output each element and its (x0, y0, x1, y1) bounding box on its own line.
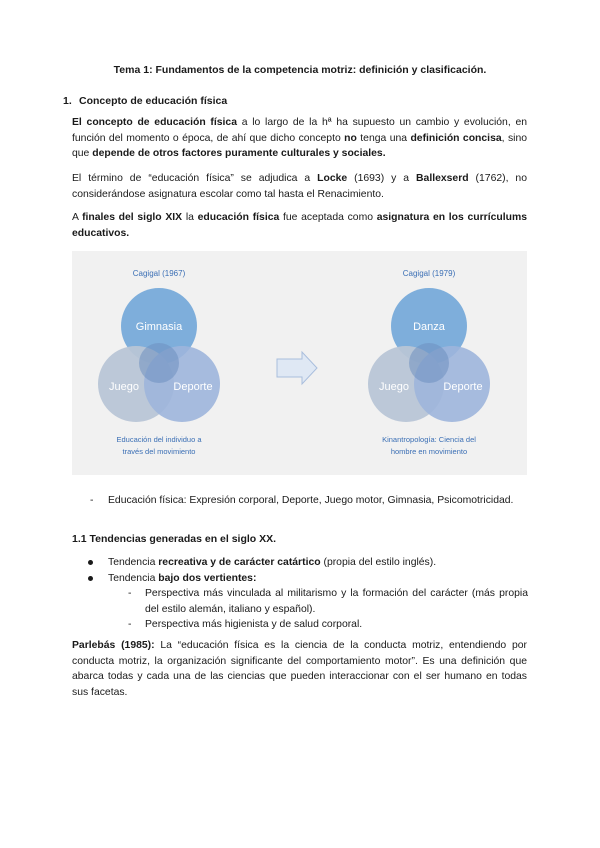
bold-text: definición concisa (410, 132, 502, 144)
bullet-dot-icon (88, 576, 93, 581)
text: El término de “educación física” se adjudica a (72, 173, 318, 184)
text: (1693) y a (347, 173, 417, 184)
text: La “educación física es la ciencia de la conducta motriz, entendiendo por conducta motriz, la organización significante del comportamiento motor”. Es una definición que abarca todas y cada una de las ciencias que pueden interaccionar con el ser humano en todas sus facetas. (72, 640, 527, 698)
left-center-overlap (139, 343, 179, 383)
left-right-label: Deporte (173, 381, 213, 393)
dash-list-item (92, 493, 527, 509)
bold-text: asignatura en los currículums educativos. (72, 212, 527, 239)
bullet-dot-icon (88, 560, 93, 565)
bold-text: El concepto de educación física (72, 117, 237, 128)
left-caption-top: Cagigal (1967) (132, 269, 186, 278)
text: tenga una (356, 132, 411, 144)
dash-marker: - (128, 588, 132, 599)
section-title: Concepto de educación física (79, 95, 228, 107)
section-number: 1. (63, 95, 72, 107)
right-caption-line1: Kinantropología: Ciencia del (382, 435, 476, 444)
text: (propia del estilo inglés). (320, 557, 437, 568)
left-caption-line1: Educación del individuo a (116, 435, 202, 444)
text: a lo largo de la hª ha supuesto un cambio y evolución, en función del momento o época, de ahí que dicho concepto (72, 117, 528, 144)
right-top-label: Danza (413, 321, 445, 333)
right-caption-line2: hombre en movimiento (390, 447, 468, 456)
right-center-overlap (409, 343, 449, 383)
venn-left (98, 269, 220, 456)
left-caption-line2: través del movimiento (122, 447, 196, 456)
text: Tendencia (108, 573, 159, 584)
paragraph-xix (72, 210, 527, 241)
sub-text: Perspectiva más vinculada al militarismo y la formación del carácter (más propia del estilo alemán, italiano y español). (145, 588, 528, 615)
venn-svg (72, 251, 527, 475)
bold-text: educación física (197, 212, 280, 223)
bold-text: Parlebás (1985): (72, 640, 155, 651)
dash-marker: - (128, 619, 132, 630)
paragraph-term (72, 171, 527, 202)
sub-text: Perspectiva más higienista y de salud corporal. (145, 619, 363, 630)
right-left-label: Juego (379, 381, 409, 393)
dash-text: Educación física: Expresión corporal, Deporte, Juego motor, Gimnasia, Psicomotricidad. (108, 495, 514, 506)
section-heading-1 (63, 95, 227, 107)
bold-text: Locke (317, 173, 348, 184)
right-caption-top: Cagigal (1979) (402, 269, 456, 278)
bold-text: bajo dos vertientes: (158, 573, 257, 584)
bullet-item (108, 555, 436, 571)
text: (1762), no considerándose asignatura escolar como tal hasta el Renacimiento. (72, 173, 527, 200)
page-title: Tema 1: Fundamentos de la competencia motriz: definición y clasificación. (113, 64, 487, 76)
text: fue aceptada como (279, 212, 377, 223)
text: la (182, 212, 198, 223)
right-right-label: Deporte (443, 381, 483, 393)
sub-bullet-item (128, 586, 528, 617)
subsection-heading: 1.1 Tendencias generadas en el siglo XX. (72, 533, 277, 545)
text: , sino que (72, 132, 528, 159)
text: A (72, 212, 83, 223)
left-top-label: Gimnasia (135, 321, 183, 333)
venn-figure (72, 251, 527, 475)
bullet-item (108, 571, 256, 587)
bold-text: no (344, 132, 357, 144)
dash-marker: - (90, 495, 94, 506)
text: Tendencia (108, 557, 159, 568)
bold-text: recreativa y de carácter catártico (158, 557, 321, 568)
left-left-label: Juego (109, 381, 139, 393)
arrow-right-icon (277, 352, 317, 384)
bold-text: depende de otros factores puramente culturales y sociales. (92, 148, 386, 159)
paragraph-parlebas (72, 638, 527, 700)
venn-right (368, 269, 490, 456)
paragraph-concept (72, 115, 527, 162)
bold-text: finales del siglo XIX (82, 212, 183, 223)
bold-text: Ballexserd (416, 173, 469, 184)
sub-bullet-item (128, 617, 528, 633)
